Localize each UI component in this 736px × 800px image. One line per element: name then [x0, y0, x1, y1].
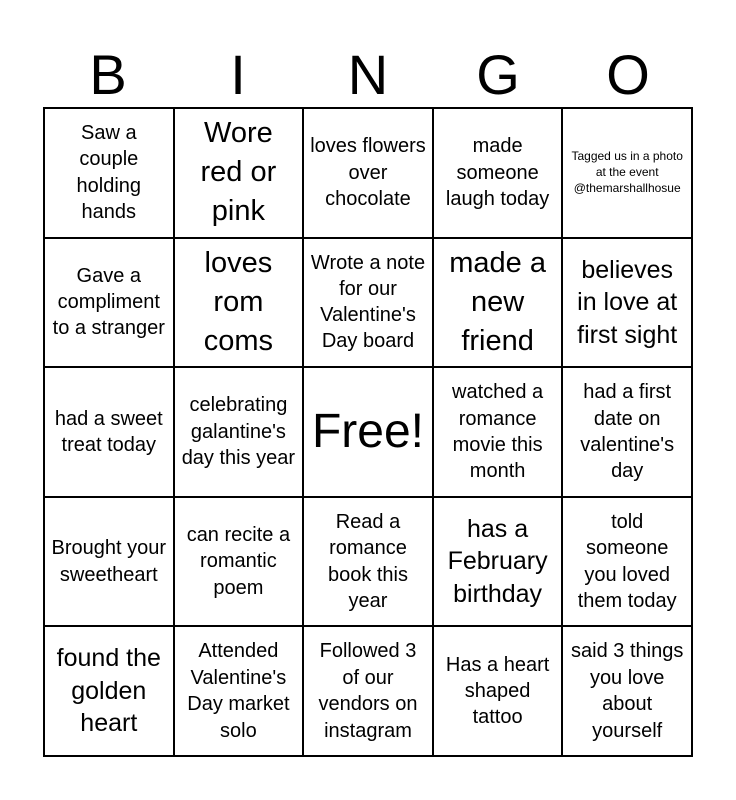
bingo-cell[interactable]: celebrating galantine's day this year [175, 368, 305, 498]
bingo-cell[interactable]: found the golden heart [45, 627, 175, 757]
bingo-grid [43, 107, 693, 757]
header-letter-b: B [89, 43, 127, 106]
bingo-cell[interactable]: had a first date on valentine's day [563, 368, 693, 498]
bingo-cell[interactable]: Wrote a note for our Valentine's Day board [304, 239, 434, 369]
bingo-cell[interactable]: Saw a couple holding hands [45, 109, 175, 239]
bingo-cell[interactable]: made someone laugh today [434, 109, 564, 239]
bingo-cell[interactable]: Tagged us in a photo at the event @themarshallhosue [563, 109, 693, 239]
bingo-cell[interactable]: Has a heart shaped tattoo [434, 627, 564, 757]
bingo-cell[interactable]: has a February birthday [434, 498, 564, 628]
bingo-cell[interactable]: believes in love at first sight [563, 239, 693, 369]
header-letter-g: G [476, 43, 520, 106]
bingo-cell[interactable]: Followed 3 of our vendors on instagram [304, 627, 434, 757]
bingo-header [43, 42, 693, 108]
bingo-cell[interactable]: told someone you loved them today [563, 498, 693, 628]
bingo-cell[interactable]: Gave a compliment to a stranger [45, 239, 175, 369]
bingo-cell[interactable]: loves flowers over chocolate [304, 109, 434, 239]
bingo-cell[interactable]: loves rom coms [175, 239, 305, 369]
header-letter-o: O [606, 43, 650, 106]
bingo-cell[interactable]: said 3 things you love about yourself [563, 627, 693, 757]
header-letter-n: N [347, 43, 389, 106]
free-space[interactable]: Free! [304, 368, 434, 498]
bingo-cell[interactable]: Wore red or pink [175, 109, 305, 239]
bingo-cell[interactable]: can recite a romantic poem [175, 498, 305, 628]
bingo-cell[interactable]: made a new friend [434, 239, 564, 369]
bingo-cell[interactable]: watched a romance movie this month [434, 368, 564, 498]
bingo-cell[interactable]: Attended Valentine's Day market solo [175, 627, 305, 757]
bingo-cell[interactable]: had a sweet treat today [45, 368, 175, 498]
bingo-cell[interactable]: Read a romance book this year [304, 498, 434, 628]
header-letter-i: I [230, 43, 246, 106]
bingo-cell[interactable]: Brought your sweetheart [45, 498, 175, 628]
